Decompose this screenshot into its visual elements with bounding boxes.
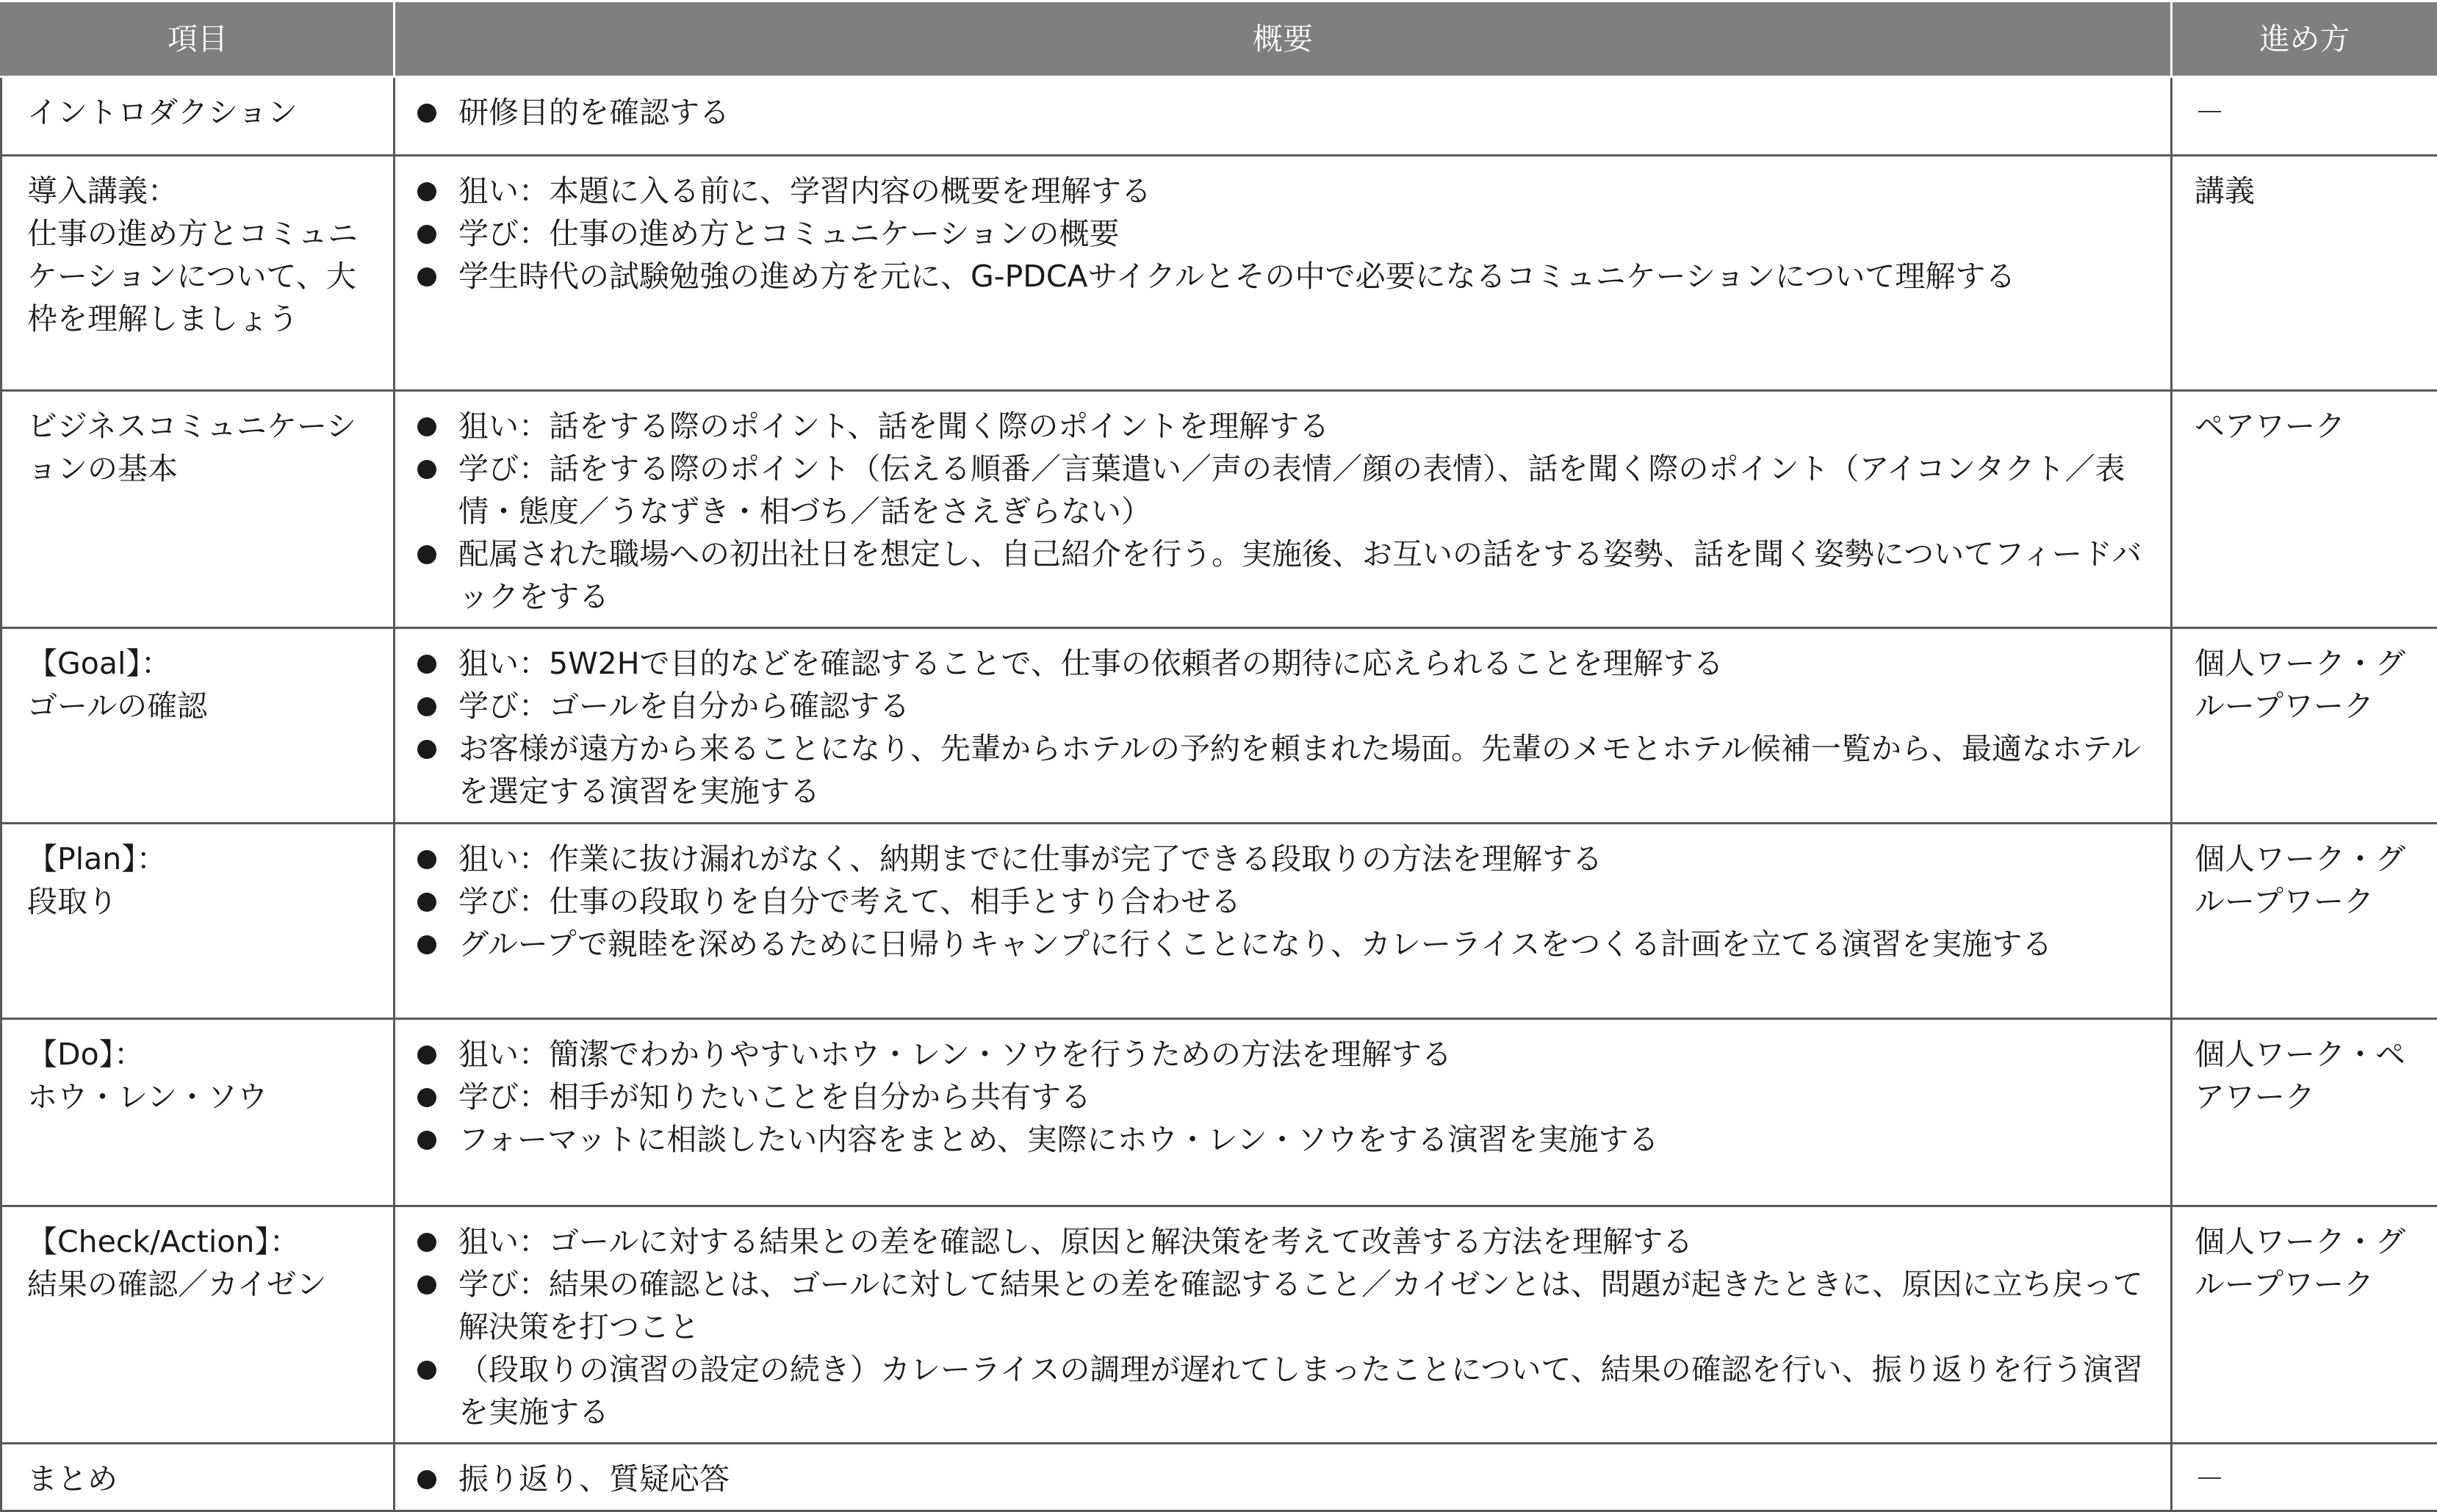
row-item <box>1 77 395 156</box>
summary-bullet: 研修目的を確認する <box>414 91 2148 134</box>
row-item-line: ホウ・レン・ソウ <box>27 1079 267 1115</box>
row-item-line: ゴールの確認 <box>27 688 208 724</box>
header-item: 項目 <box>1 1 395 77</box>
row-item <box>1 390 395 627</box>
table-row <box>1 1018 2437 1206</box>
summary-list <box>414 838 2148 965</box>
row-summary <box>395 1206 2172 1444</box>
summary-list <box>414 405 2148 618</box>
row-item-line: 【Do】： <box>27 1036 145 1072</box>
summary-bullet: 狙い：5W2Hで目的などを確認することで、仕事の依頼者の期待に応えられることを理解する <box>414 642 2148 685</box>
summary-bullet: 学び：ゴールを自分から確認する <box>414 685 2148 727</box>
table-row <box>1 1206 2437 1444</box>
row-method: 個人ワーク・グループワーク <box>2172 627 2437 823</box>
summary-bullet: 振り返り、質疑応答 <box>414 1458 2148 1500</box>
row-method: － <box>2172 1444 2437 1511</box>
summary-bullet: 学生時代の試験勉強の進め方を元に、G-PDCAサイクルとその中で必要になるコミュニケーションについて理解する <box>414 255 2148 298</box>
summary-bullet: 配属された職場への初出社日を想定し、自己紹介を行う。実施後、お互いの話をする姿勢、話を聞く姿勢についてフィードバックをする <box>414 533 2148 618</box>
table-row <box>1 823 2437 1018</box>
row-summary <box>395 1018 2172 1206</box>
row-item-line: 導入講義： <box>27 173 178 209</box>
row-item-line: 段取り <box>27 883 118 919</box>
row-item <box>1 627 395 823</box>
row-item-line: 【Check/Action】： <box>27 1224 300 1260</box>
summary-bullet: フォーマットに相談したい内容をまとめ、実際にホウ・レン・ソウをする演習を実施する <box>414 1118 2148 1161</box>
row-method: 個人ワーク・グループワーク <box>2172 823 2437 1018</box>
row-method: － <box>2172 77 2437 156</box>
row-item-line: 【Goal】： <box>27 645 171 681</box>
table-body <box>1 77 2437 1511</box>
row-method: 個人ワーク・ペアワーク <box>2172 1018 2437 1206</box>
row-method: ペアワーク <box>2172 390 2437 627</box>
summary-list <box>414 1220 2148 1433</box>
summary-list <box>414 1458 2148 1500</box>
row-item <box>1 823 395 1018</box>
row-item <box>1 1018 395 1206</box>
row-item-line: 結果の確認／カイゼン <box>27 1267 327 1303</box>
summary-list <box>414 1033 2148 1161</box>
row-item <box>1 1444 395 1511</box>
summary-list <box>414 91 2148 134</box>
row-summary <box>395 77 2172 156</box>
header-row <box>1 1 2437 77</box>
table-row <box>1 77 2437 156</box>
summary-bullet: 狙い：話をする際のポイント、話を聞く際のポイントを理解する <box>414 405 2148 447</box>
summary-bullet: お客様が遠方から来ることになり、先輩からホテルの予約を頼まれた場面。先輩のメモとホテル候補一覧から、最適なホテルを選定する演習を実施する <box>414 727 2148 813</box>
summary-bullet: 狙い：本題に入る前に、学習内容の概要を理解する <box>414 170 2148 212</box>
row-item-line: ビジネスコミュニケーションの基本 <box>27 408 357 486</box>
summary-bullet: 狙い：作業に抜け漏れがなく、納期までに仕事が完了できる段取りの方法を理解する <box>414 838 2148 880</box>
row-summary <box>395 823 2172 1018</box>
row-summary <box>395 1444 2172 1511</box>
row-summary <box>395 390 2172 627</box>
row-summary <box>395 155 2172 390</box>
row-item <box>1 155 395 390</box>
summary-bullet: 学び：結果の確認とは、ゴールに対して結果との差を確認すること／カイゼンとは、問題が起きたときに、原因に立ち戻って解決策を打つこと <box>414 1263 2148 1348</box>
row-item-line: 【Plan】： <box>27 840 167 876</box>
table-row <box>1 1444 2437 1511</box>
summary-bullet: （段取りの演習の設定の続き）カレーライスの調理が遅れてしまったことについて、結果の確認を行い、振り返りを行う演習を実施する <box>414 1348 2148 1433</box>
summary-bullet: 学び：仕事の段取りを自分で考えて、相手とすり合わせる <box>414 880 2148 923</box>
table-row <box>1 155 2437 390</box>
row-item <box>1 1206 395 1444</box>
header-method: 進め方 <box>2172 1 2437 77</box>
row-summary <box>395 627 2172 823</box>
summary-bullet: 学び：仕事の進め方とコミュニケーションの概要 <box>414 212 2148 255</box>
summary-list <box>414 642 2148 813</box>
table-row <box>1 627 2437 823</box>
row-item-line: イントロダクション <box>27 95 298 130</box>
summary-bullet: 学び：相手が知りたいことを自分から共有する <box>414 1076 2148 1118</box>
summary-bullet: グループで親睦を深めるために日帰りキャンプに行くことになり、カレーライスをつくる計画を立てる演習を実施する <box>414 923 2148 965</box>
summary-bullet: 狙い：ゴールに対する結果との差を確認し、原因と解決策を考えて改善する方法を理解する <box>414 1220 2148 1263</box>
header-summary: 概要 <box>395 1 2172 77</box>
table-row <box>1 390 2437 627</box>
summary-bullet: 狙い：簡潔でわかりやすいホウ・レン・ソウを行うための方法を理解する <box>414 1033 2148 1076</box>
row-item-line: まとめ <box>27 1461 118 1497</box>
row-method: 講義 <box>2172 155 2437 390</box>
row-method: 個人ワーク・グループワーク <box>2172 1206 2437 1444</box>
summary-bullet: 学び：話をする際のポイント（伝える順番／言葉遣い／声の表情／顔の表情）、話を聞く際のポイント（アイコンタクト／表情・態度／うなずき・相づち／話をさえぎらない） <box>414 447 2148 533</box>
summary-list <box>414 170 2148 298</box>
row-item-line: 仕事の進め方とコミュニケーションについて、大枠を理解しましょう <box>27 215 359 336</box>
